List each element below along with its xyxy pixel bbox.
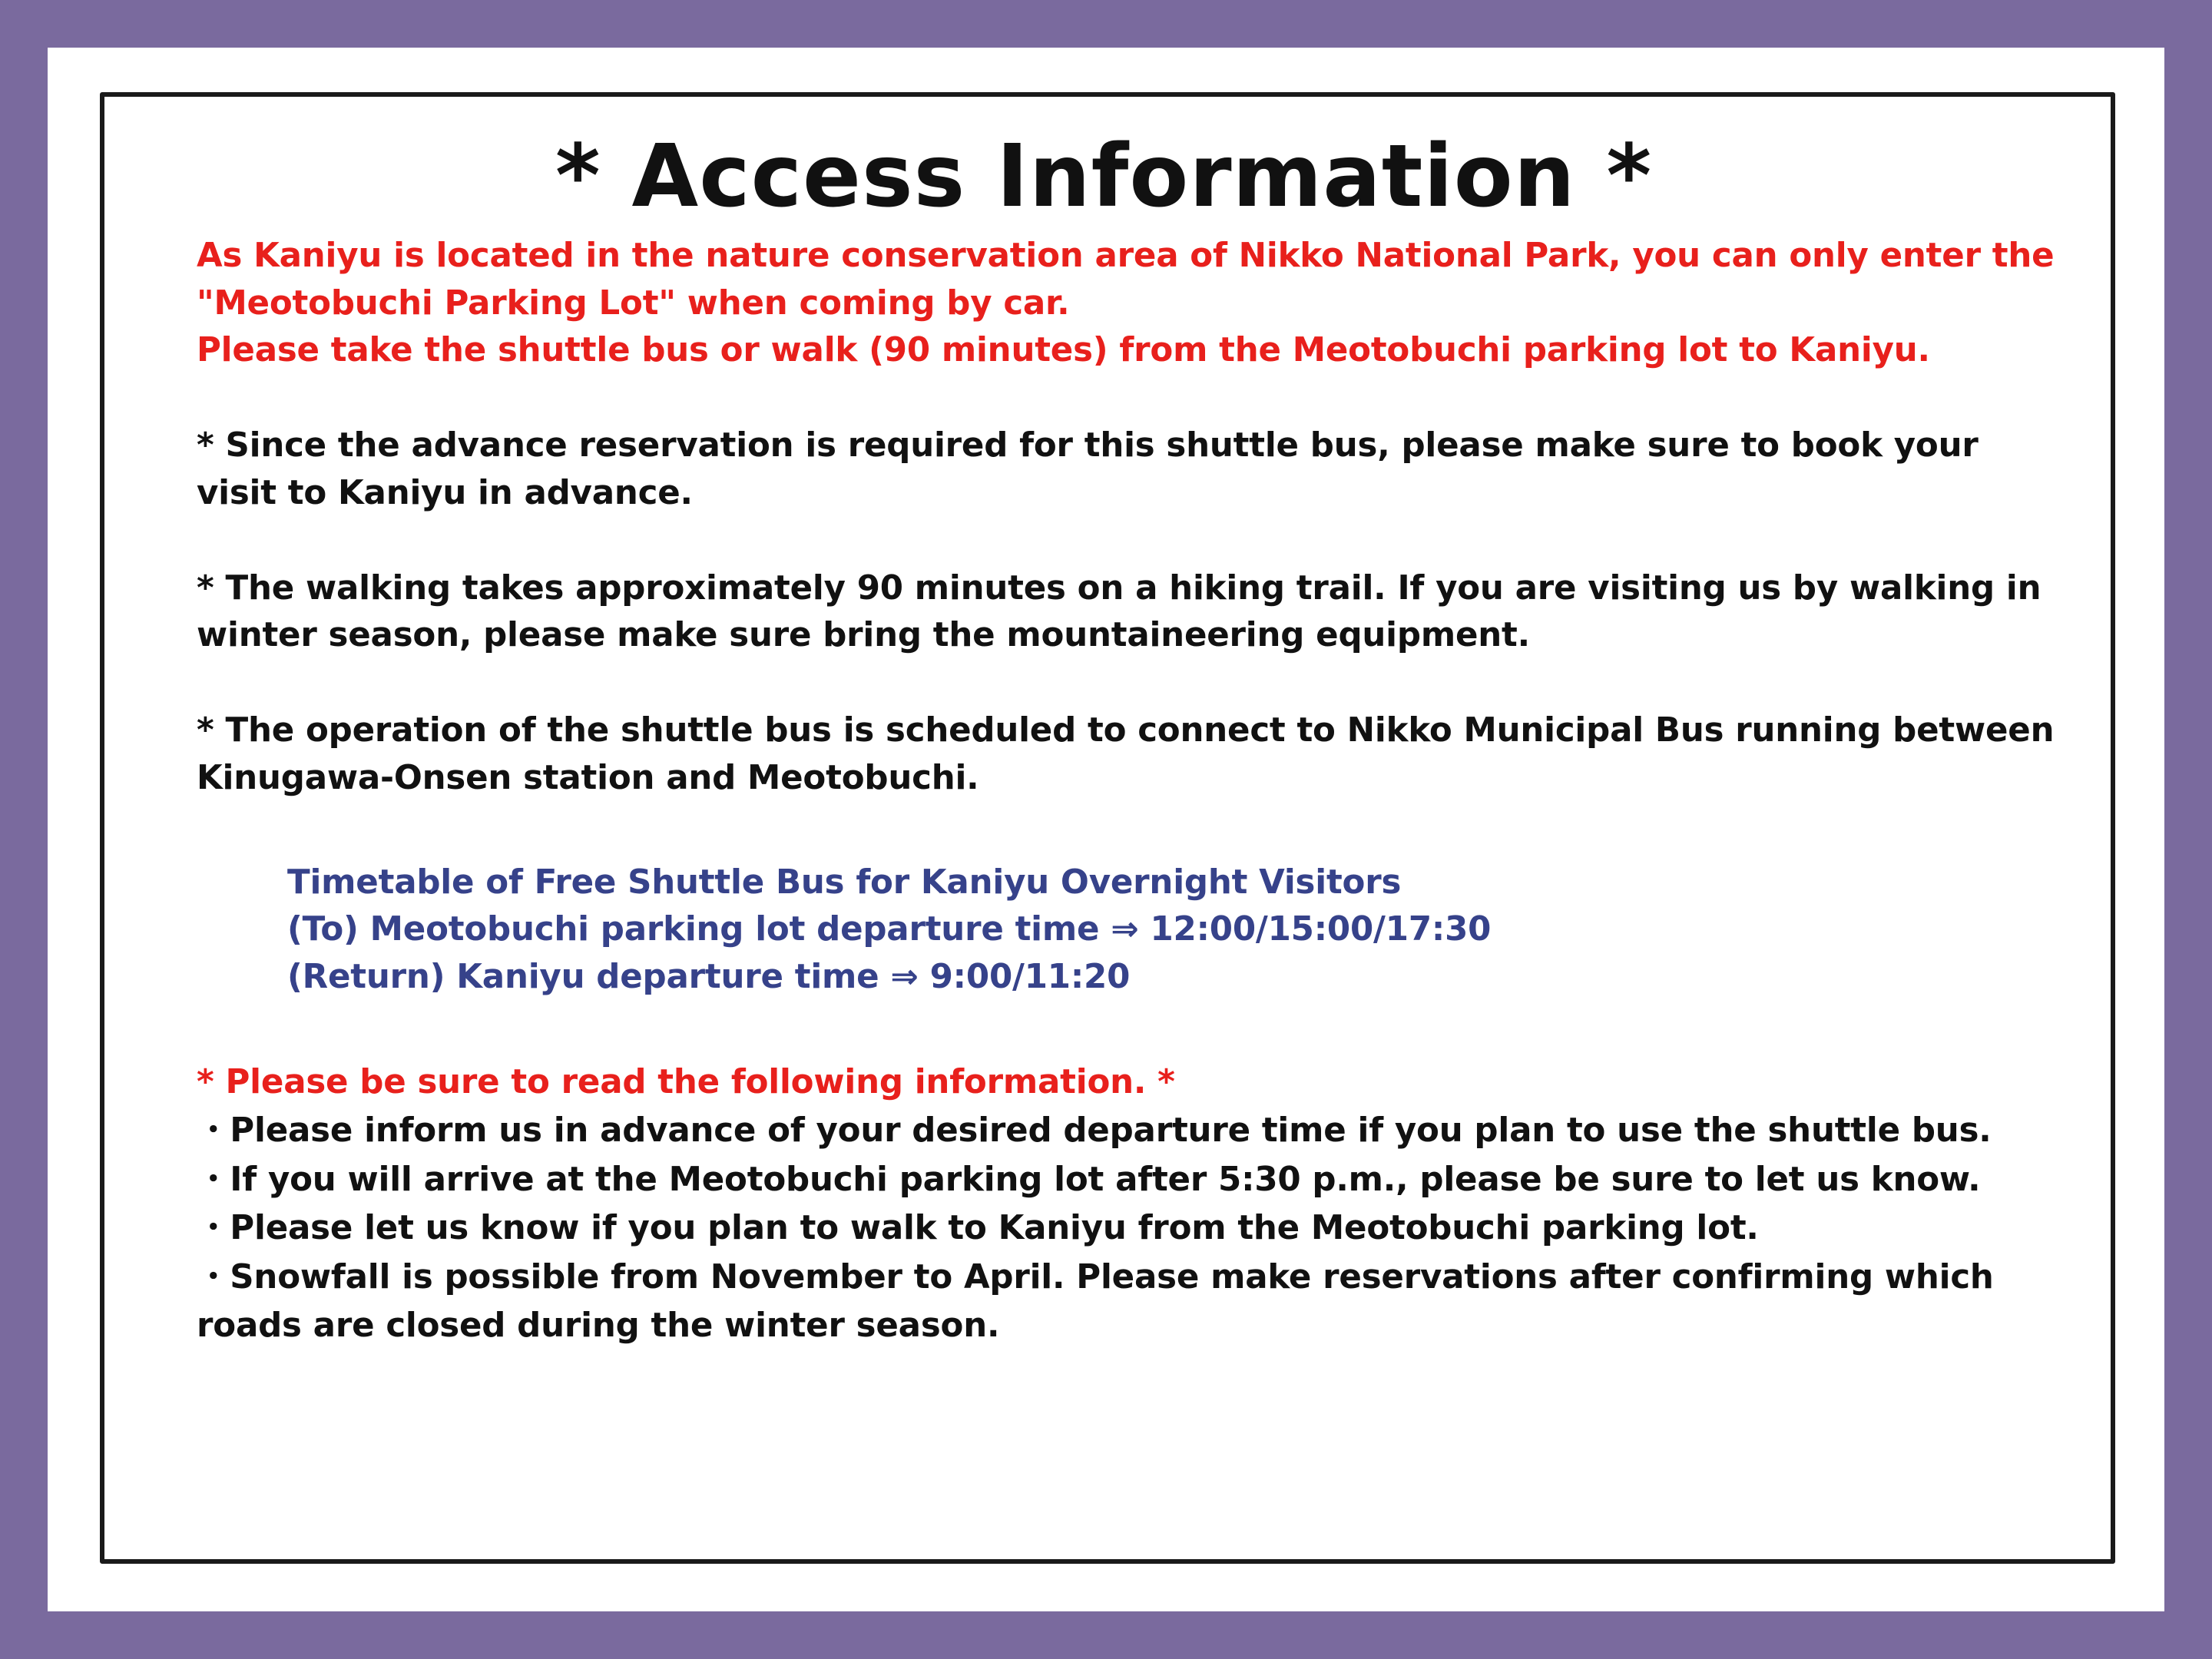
bullet-late-arrival: ・If you will arrive at the Meotobuchi parking lot after 5:30 p.m., please be sure to let us know.	[197, 1160, 1981, 1199]
timetable-to-line: (To) Meotobuchi parking lot departure time ⇒ 12:00/15:00/17:30	[287, 910, 1492, 949]
spacer	[197, 518, 2057, 565]
warning-line-2: Please take the shuttle bus or walk (90 minutes) from the Meotobuchi parking lot to Kaniyu.	[197, 331, 1930, 370]
spacer	[197, 660, 2057, 707]
page-title: * Access Information *	[555, 127, 1653, 227]
bullet-departure-time: ・Please inform us in advance of your desired departure time if you plan to use the shuttle bus.	[197, 1111, 1992, 1151]
note-shuttle-connection: * The operation of the shuttle bus is scheduled to connect to Nikko Municipal Bus running between Kinugawa-Onsen station and Meotobuchi.	[197, 711, 2055, 797]
read-notice-heading: * Please be sure to read the following information. *	[197, 1062, 1175, 1101]
warning-line-1: As Kaniyu is located in the nature conservation area of Nikko National Park, you can only enter the "Meotobuchi Parking Lot" when coming by car.	[197, 236, 2055, 323]
spacer	[197, 375, 2057, 422]
timetable-heading: Timetable of Free Shuttle Bus for Kaniyu Overnight Visitors	[287, 863, 1402, 902]
timetable-return-line: (Return) Kaniyu departure time ⇒ 9:00/11:20	[287, 958, 1131, 997]
bullet-snowfall: ・Snowfall is possible from November to April. Please make reservations after confirming which roads are closed during the winter season.	[197, 1257, 1994, 1346]
bullet-walking-plan: ・Please let us know if you plan to walk to Kaniyu from the Meotobuchi parking lot.	[197, 1209, 1759, 1248]
note-walking: * The walking takes approximately 90 minutes on a hiking trail. If you are visiting us by walking in winter season, please make sure bring the mountaineering equipment.	[197, 568, 2041, 655]
spacer	[197, 803, 2057, 859]
poster-content	[197, 127, 2057, 1544]
read-notice-block	[197, 1058, 2057, 1351]
timetable-block	[287, 859, 2057, 1002]
poster-border	[100, 92, 2115, 1564]
spacer	[197, 1002, 2057, 1058]
poster-page	[48, 48, 2164, 1611]
note-reservation: * Since the advance reservation is required for this shuttle bus, please make sure to book your visit to Kaniyu in advance.	[197, 426, 1979, 512]
